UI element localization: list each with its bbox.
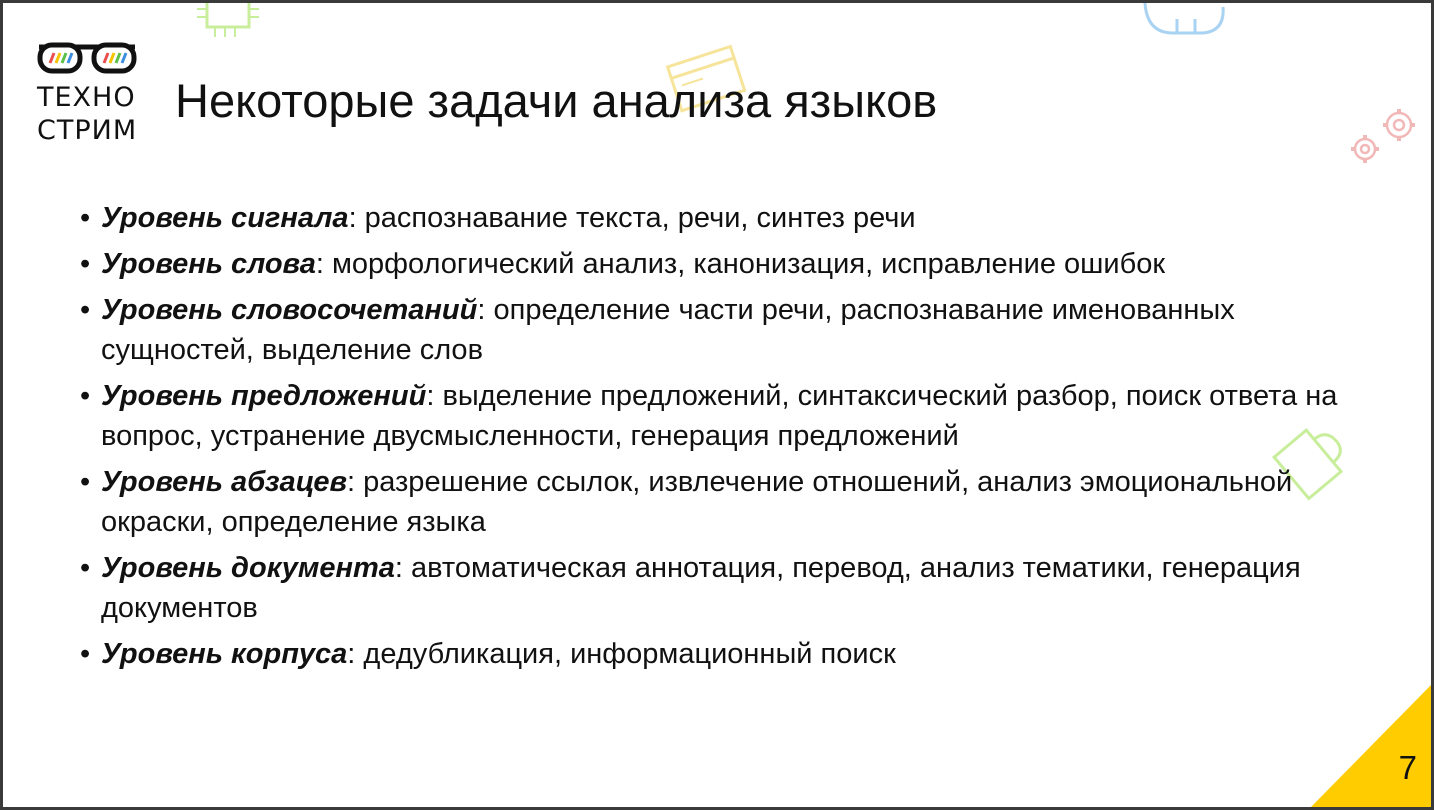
bullet-list [80, 198, 1380, 680]
cloud-icon [1133, 3, 1233, 41]
level-label: Уровень слова [101, 248, 316, 280]
level-description: : автоматическая аннотация, перевод, анализ тематики, генерация документов [101, 552, 1301, 624]
slide [3, 3, 1431, 807]
level-label: Уровень сигнала [101, 202, 349, 234]
bullet-icon: • [80, 202, 91, 234]
slide-title: Некоторые задачи анализа языков [175, 74, 938, 127]
list-item [80, 462, 1380, 542]
bullet-icon: • [80, 466, 91, 498]
list-item [80, 290, 1380, 370]
level-description: : разрешение ссылок, извлечение отношений, анализ эмоциональной окраски, определение языка [101, 466, 1293, 538]
glasses-logo-icon [37, 39, 137, 75]
level-description: : дедубликация, информационный поиск [347, 638, 896, 670]
level-description: : распознавание текста, речи, синтез речи [348, 202, 916, 234]
list-item [80, 198, 1380, 238]
bullet-icon: • [80, 294, 91, 326]
bullet-icon: • [80, 380, 91, 412]
corner-triangle [1311, 685, 1431, 807]
level-description: : определение части речи, распознавание именованных сущностей, выделение слов [101, 294, 1235, 366]
logo-line-2: СТРИМ [37, 115, 138, 146]
list-item [80, 548, 1380, 628]
chip-icon [191, 3, 271, 51]
list-item [80, 244, 1380, 284]
level-label: Уровень предложений [101, 380, 427, 412]
level-label: Уровень корпуса [101, 638, 348, 670]
logo-line-1: ТЕХНО [37, 82, 136, 113]
level-label: Уровень документа [101, 552, 395, 584]
page-number: 7 [1398, 749, 1417, 786]
level-label: Уровень словосочетаний [101, 294, 478, 326]
bullet-icon: • [80, 248, 91, 280]
bullet-icon: • [80, 552, 91, 584]
level-description: : морфологический анализ, канонизация, исправление ошибок [315, 248, 1166, 280]
bullet-icon: • [80, 638, 91, 670]
list-item [80, 634, 1380, 674]
list-item [80, 376, 1380, 456]
gears-icon [1345, 101, 1425, 171]
logo [37, 39, 137, 147]
level-description: : выделение предложений, синтаксический разбор, поиск ответа на вопрос, устранение двусмысленности, генерация предложений [101, 380, 1338, 452]
level-label: Уровень абзацев [101, 466, 347, 498]
